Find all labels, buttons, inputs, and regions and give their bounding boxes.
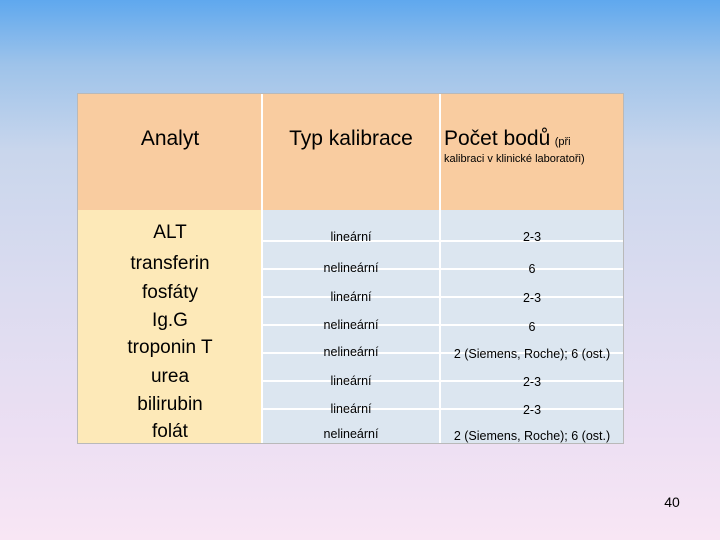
header-points-main: Počet bodů [444,127,551,150]
analyte-name: urea [150,366,190,387]
calibration-points: 2 (Siemens, Roche); 6 (ost.) [453,429,611,443]
header-cell-calibration-type [263,94,441,210]
header-points-small: (při [554,136,571,148]
analyte-name: fosfáty [142,282,198,303]
analyte-name: Ig.G [152,310,188,331]
page-number: 40 [664,494,680,510]
analyte-name: ALT [153,222,187,243]
calibration-type: nelineární [323,261,379,275]
calibration-points: 2 (Siemens, Roche); 6 (ost.) [453,347,611,361]
header-calibration-type: Typ kalibrace [289,127,413,150]
header-cell-analyte [78,94,263,210]
analyte-name: troponin T [127,337,213,358]
calibration-points: 2-3 [522,403,542,417]
calibration-type: nelineární [323,345,379,359]
analyte-name: folát [152,421,188,442]
calibration-type: lineární [330,290,372,304]
calibration-points: 6 [528,320,536,334]
calibration-type: nelineární [323,318,379,332]
calibration-points: 2-3 [522,230,542,244]
calibration-table [77,93,624,444]
analyte-name: transferin [130,253,210,274]
analyte-name: bilirubin [137,394,203,415]
calibration-points: 6 [528,262,536,276]
calibration-type: nelineární [323,427,379,441]
calibration-type: lineární [330,402,372,416]
header-analyte: Analyt [140,127,200,150]
header-cell-points [441,94,623,210]
calibration-points: 2-3 [522,291,542,305]
header-points-note: kalibraci v klinické laboratoři) [444,153,585,165]
header-points [444,127,571,151]
calibration-points: 2-3 [522,375,542,389]
calibration-type: lineární [330,374,372,388]
calibration-type: lineární [330,230,372,244]
